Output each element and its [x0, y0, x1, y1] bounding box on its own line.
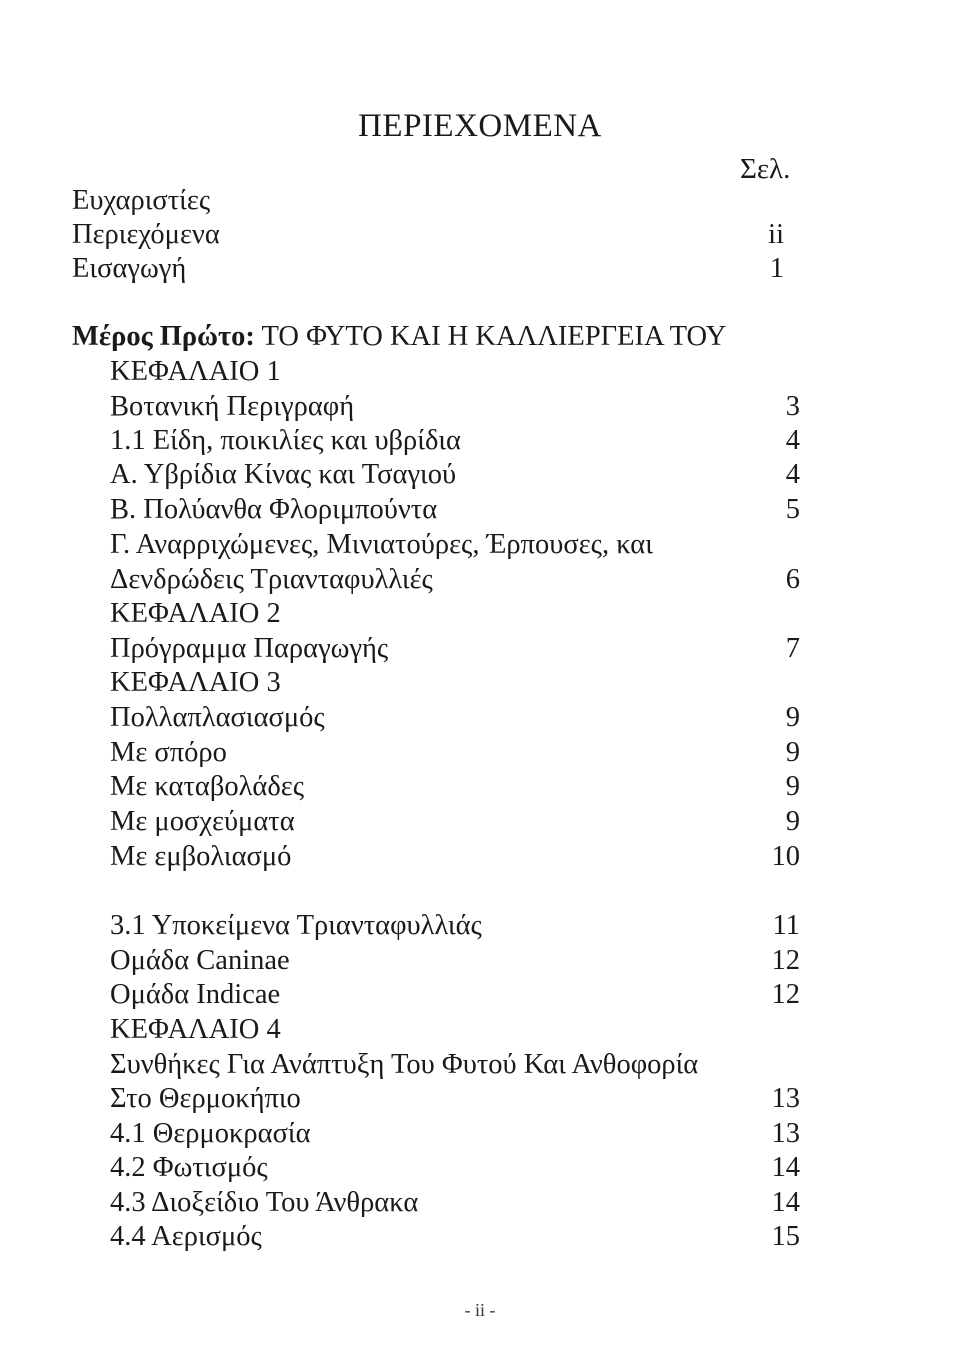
toc-entry-page: 14 [771, 1187, 800, 1218]
toc-entry-label: 4.1 Θερμοκρασία [110, 1118, 311, 1149]
part-heading [72, 320, 832, 354]
toc-entry [110, 770, 800, 804]
toc-entry-label: 4.4 Αερισμός [110, 1221, 262, 1252]
toc-entry-page: ii [768, 219, 784, 250]
toc-entry [110, 632, 800, 666]
toc-entry-label: 3.1 Υποκείμενα Τριανταφυλλιάς [110, 910, 482, 941]
toc-entry-page: 9 [785, 806, 800, 837]
toc-entry-introduction [72, 252, 784, 286]
toc-entry [110, 1013, 800, 1047]
toc-entry-label: ΚΕΦΑΛΑΙΟ 2 [110, 598, 281, 629]
toc-entry [110, 1082, 800, 1116]
toc-entry [110, 458, 800, 492]
toc-entry-page: 10 [771, 841, 800, 872]
part-heading-text: ΤΟ ΦΥΤΟ ΚΑΙ Η ΚΑΛΛΙΕΡΓΕΙΑ ΤΟΥ [254, 321, 727, 352]
toc-entry-page: 9 [785, 702, 800, 733]
toc-entry-label: 4.2 Φωτισμός [110, 1152, 268, 1183]
toc-entry-page: 15 [771, 1221, 800, 1252]
toc-entry-page: 11 [772, 910, 800, 941]
toc-entry-page: 6 [785, 564, 800, 595]
toc-entry-page: 4 [785, 425, 800, 456]
toc-entry-label: Α. Υβρίδια Κίνας και Τσαγιού [110, 459, 457, 490]
part-heading-bold: Μέρος Πρώτο: [72, 321, 255, 352]
toc-entry-label: Συνθήκες Για Ανάπτυξη Του Φυτού Και Ανθοφορία [110, 1049, 699, 1080]
toc-entry [110, 355, 800, 389]
toc-entry [110, 944, 800, 978]
toc-entry-page: 12 [771, 979, 800, 1010]
toc-entry-page: 13 [771, 1118, 800, 1149]
toc-entry [110, 390, 800, 424]
toc-entry-page: 13 [771, 1083, 800, 1114]
toc-entry [110, 840, 800, 874]
toc-entry-label: Πολλαπλασιασμός [110, 702, 325, 733]
toc-entry-page: 14 [771, 1152, 800, 1183]
toc-entry-label: Ευχαριστίες [72, 185, 211, 216]
toc-entry-label: Με μοσχεύματα [110, 806, 295, 837]
toc-entry-label: Πρόγραμμα Παραγωγής [110, 633, 389, 664]
toc-entry-label: Με σπόρο [110, 737, 227, 768]
toc-entry [110, 1151, 800, 1185]
toc-entry [110, 1048, 800, 1082]
toc-entry-label: Με εμβολιασμό [110, 841, 292, 872]
toc-entry-label: Δενδρώδεις Τριανταφυλλιές [110, 564, 433, 595]
toc-entry-label: Ομάδα Indicae [110, 979, 281, 1010]
toc-entry [110, 563, 800, 597]
toc-entry-label: ΚΕΦΑΛΑΙΟ 4 [110, 1014, 281, 1045]
toc-entry-label: 1.1 Είδη, ποικιλίες και υβρίδια [110, 425, 461, 456]
toc-entry-page: 3 [785, 391, 800, 422]
toc-entry-page: 7 [785, 633, 800, 664]
toc-entry-page: 1 [769, 253, 784, 284]
toc-entry [110, 528, 800, 562]
toc-entry-contents [72, 218, 784, 252]
page-title: ΠΕΡΙΕΧΟΜΕΝΑ [358, 108, 602, 144]
toc-entry-label: Στο Θερμοκήπιο [110, 1083, 301, 1114]
toc-entry [110, 424, 800, 458]
toc-entry [110, 666, 800, 700]
toc-entry [110, 701, 800, 735]
page-column-label: Σελ. [740, 153, 791, 185]
toc-entry [110, 493, 800, 527]
toc-entry [110, 805, 800, 839]
toc-entry-label: Β. Πολύανθα Φλοριμπούντα [110, 494, 438, 525]
toc-entry-acknowledgements [72, 184, 784, 218]
toc-entry [110, 1186, 800, 1220]
toc-entry [110, 1220, 800, 1254]
toc-entry-label: ΚΕΦΑΛΑΙΟ 3 [110, 667, 281, 698]
toc-entry-page: 12 [771, 945, 800, 976]
toc-entry-label: Βοτανική Περιγραφή [110, 391, 355, 422]
toc-entry-page: 9 [785, 771, 800, 802]
toc-entry [110, 978, 800, 1012]
toc-entry [110, 597, 800, 631]
toc-entry-label: Περιεχόμενα [72, 219, 220, 250]
toc-entry-label: Με καταβολάδες [110, 771, 305, 802]
toc-entry-label: 4.3 Διοξείδιο Του Άνθρακα [110, 1187, 419, 1218]
toc-entry [110, 736, 800, 770]
toc-entry-page: 9 [785, 737, 800, 768]
toc-entry-label: Ομάδα Caninae [110, 945, 290, 976]
toc-entry-label: Γ. Αναρριχώμενες, Μινιατούρες, Έρπουσες, και [110, 529, 653, 560]
toc-entry [110, 1117, 800, 1151]
toc-entry-label: Εισαγωγή [72, 253, 187, 284]
toc-entry-page: 4 [785, 459, 800, 490]
page-number-footer: - ii - [464, 1300, 496, 1320]
toc-entry-label: ΚΕΦΑΛΑΙΟ 1 [110, 356, 281, 387]
toc-entry [110, 909, 800, 943]
toc-entry-page: 5 [785, 494, 800, 525]
